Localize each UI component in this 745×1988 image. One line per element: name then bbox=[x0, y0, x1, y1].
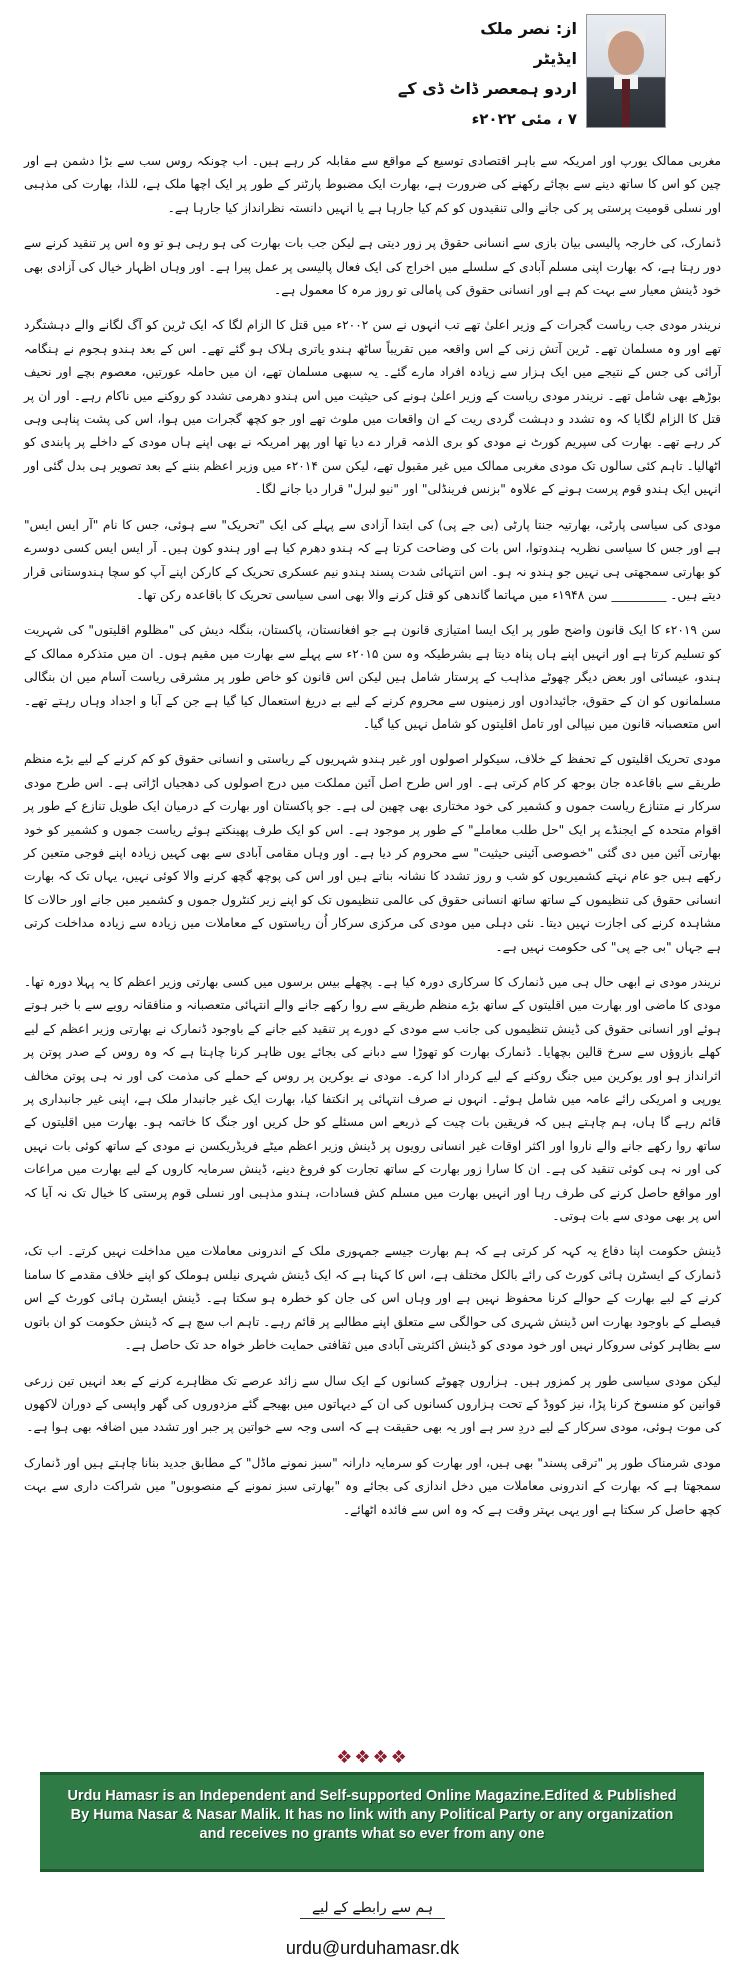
author-name: از: نصر ملک bbox=[480, 19, 577, 38]
divider bbox=[300, 1918, 445, 1919]
article-date: ۷ ، مئی ۲۰۲۲ء bbox=[471, 110, 577, 128]
author-photo bbox=[586, 14, 666, 128]
paragraph: مغربی ممالک یورپ اور امریکہ سے باہر اقتصادی توسیع کے مواقع سے مقابلہ کر رہے ہیں۔ اب چونکہ روس سب سے بڑا دشمن ہے اور چین کو اس کا ساتھ دینے سے بچائے رکھنے کی ضرورت ہے، بھارت ایک مضبوط پارٹنر کے طور پر ایک اچھا ملک ہے، للذا، بھارت کی مذہبی اور نسلی قومیت پرستی پر کی جانے والی تنقیدوں کو کم کیا جارہا ہے یا انہیں دانستہ نظرانداز کیا جارہا ہے۔ bbox=[24, 154, 721, 215]
paragraph: نریندر مودی نے ابھی حال ہی میں ڈنمارک کا سرکاری دورہ کیا ہے۔ پچھلے بیس برسوں میں کسی بھارتی وزیر اعظم کا یہ پہلا دورہ تھا۔ مودی کا ماضی اور بھارت میں اقلیتوں کے ساتھ بڑے منظم طریقے سے روا رکھے جانے والے انتہائی متعصبانہ و منافقانہ رویے سے با خبر ہوتے ہوئے اور انسانی حقوق کی ڈینش تنظیموں کی جانب سے مودی کے دورے پر تنقید کیے جانے کے باوجود ڈنمارک نے بھارتی وزیر اعظم کے لیے کھلے بازوؤں سے سرخ قالین بچھایا۔ ڈنمارک بھارت کو تھوڑا سے دبانے کی بجائے یوں ظاہر کرنا چاہتا ہے کہ وہ روس کے صدر پوتن پر اثرانداز ہو اور یوکرین میں جنگ روکنے کے لیے کردار ادا کرے۔ مودی نے یوکرین پر روس کے حملے کی مذمت کی اور نہ ہی پوتن مخالف یورپی و امریکی رائے عامہ میں شامل ہوئے۔ انہوں نے صرف انتہائی پر انکتفا کیا، بھارت ایک غیر جانبدار ملک ہے، اپنی غیر جانبداری پر قائم رہے گا ہاں، ہم چاہتے ہیں کہ فریقین بات چیت کے ذریعے اس مسئلے کو حل کریں اور جنگ کا خاتمہ ہو۔ بھارت میں اقلیتوں کے ساتھ روا رکھے جانے والے ناروا اور اکثر اوقات غیر انسانی رویوں پر ڈینش وزیر اعظم میٹے فریڈریکسن نے مودی کے ساتھ کوئی بات نہیں کی اور نہ ہی کوئی تنقید کی ہے۔ ان کا سارا زور بھارت کے ساتھ تجارت کو فروغ دینے، ڈینش سرمایہ کاروں کے لیے بھارت میں مراعات اور مواقع حاصل کرنے کی طرف رہا اور انہیں بھارت میں مسلم کش فسادات، ہندو مذہبی اور نسلی قوم پرستی کا خیال تک نہ آیا کہ اس پر بھی مودی سے بات ہوتی۔ bbox=[24, 975, 721, 1224]
paragraph: مودی شرمناک طور پر "ترقی پسند" بھی ہیں، اور بھارت کو سرمایہ دارانہ "سبز نمونے ماڈل" کے مطابق جدید بنانا چاہتے ہیں اور ڈنمارک سمجھتا ہے کہ بھارت کے اندرونی معاملات میں دخل اندازی کی بجائے وہ "بھارتی سبز نمونے کے منصوبوں" میں شراکت داری سے بہت کچھ حاصل کر سکتا ہے اور یہی بہتر وقت ہے کہ وہ اس سے فائدہ اٹھائے۔ bbox=[24, 1455, 721, 1517]
footer-banner bbox=[40, 1772, 704, 1872]
byline bbox=[398, 14, 577, 134]
paragraph: لیکن مودی سیاسی طور پر کمزور ہیں۔ ہزاروں چھوٹے کسانوں کے ایک سال سے زائد عرصے تک مظاہرے کرنے کے بعد انہیں تین زرعی قوانین کو منسوخ کرنا پڑا، نیز کووڈ کے تحت ہزاروں کسانوں کی ان کے دیہاتوں میں بھیجے گئے مزدوروں کی گھر واپسی کے دوران لاکھوں کی موت ہوئی، مودی سرکار کے لیے دردِ سر ہے اور یہ بھی حقیقت ہے کہ اسی وجہ سے خواتین پر جبر اور تشدد میں اضافہ بھی ہوا ہے۔ bbox=[24, 1373, 721, 1435]
diamond-ornament-icon: ❖❖❖❖ bbox=[336, 1747, 409, 1768]
contact-email-link[interactable]: urdu@urduhamasr.dk bbox=[285, 1938, 460, 1958]
paragraph: مودی تحریک اقلیتوں کے تحفظ کے خلاف، سیکولر اصولوں اور غیر ہندو شہریوں کے ریاستی و انسانی حقوق کو کم کرنے کے لیے بڑے منظم طریقے سے باقاعدہ جان بوجھ کر کام کرتی ہے۔ اور اس طرح اصل آئین مملکت میں درج اصولوں کی دھجیاں اڑاتی ہے۔ اس طرح مودی سرکار نے متنازع ریاست جموں و کشمیر کی خود مختاری بھی چھین لی ہے۔ جو پاکستان اور بھارت کے درمیان ایک طویل تنازع کے طور پر اقوام متحدہ کے ایجنڈے پر ایک "حل طلب معاملے" کے طور پر موجود ہے۔ اس کو ایک طرف پھینکتے ہوئے ریاست جموں و کشمیر کو خود بھارتی آئین میں دی گئی "خصوصی آئینی حیثیت" سے محروم کر دیا ہے۔ اور وہاں مقامی آبادی سے بھی کہیں زیادہ اپنے فوجی متعین کر رکھے ہیں جو عام نہتے کشمیریوں کو شب و روز تشدد کا نشانہ بناتے ہیں اور اس کی پوچھ گچھ کرنے والا کوئی نہیں، یہاں تک کہ بھارت انسانی حقوق کی تنظیموں کے ساتھ ساتھ انسانی حقوق کی عالمی تنظیموں تک کو اپنے زیر کنٹرول جموں و کشمیر میں جانے اور حالات کا مشاہدہ کرنے کی اجازت نہیں دیتا۔ نئی دہلی میں مودی کی مرکزی سرکار اُن ریاستوں کے معاملات میں زیادہ سے زیادہ مداخلت کرتی ہے جہاں "بی جے پی" کی حکومت نہیں ہے۔ bbox=[24, 752, 721, 954]
banner-text: Urdu Hamasr is an Independent and Self-supported Online Magazine.Edited & Published By Huma Nasar & Nasar Malik. It has no link with any Political Party or any organization and receives no grants what so ever from any one bbox=[67, 1788, 677, 1842]
paragraph: سن ۲۰۱۹ء کا ایک قانون واضح طور پر ایک ایسا امتیازی قانون ہے جو افغانستان، پاکستان، بنگلہ دیش کی "مظلوم اقلیتوں" کی شہریت کو تسلیم کرتا ہے اور انہیں اپنے ہاں پناہ دیتا ہے بشرطیکہ وہ سن ۲۰۱۵ء سے پہلے سے بھارت میں مقیم ہوں۔ ان میں متذکرہ ممالک کے ہندو، عیسائی اور بعض دیگر چھوٹے مذاہب کے پرستار شامل ہیں لیکن اس قانون کو خاص طور پر مشرقی ریاست آسام میں ان بنگالی مسلمانوں کو ان کے حقوق، جائیدادوں اور زمینوں سے محروم کرنے کے لیے بے دریغ استعمال کیا گیا ہے جن کے آبا و اجداد وہاں رہتے تھے۔ اس متعصبانہ قانون میں نیپالی اور تامل اقلیتوں کو شامل نہیں کیا گیا۔ bbox=[24, 623, 721, 731]
paragraph: مودی کی سیاسی پارٹی، بھارتیہ جنتا پارٹی (بی جے پی) کی ابتدا آزادی سے پہلے کی ایک "تحریک" سے ہوئی، جس کا نام "آر ایس ایس" ہے اور جس کا سیاسی نظریہ ہندوتوا، اس بات کی وضاحت کرتا ہے کہ ہندو دھرم کیا ہے اور ہندو کون ہیں۔ آر ایس ایس کسی دوسرے کو بھارتی سمجھتی ہی نہیں جو ہندو نہ ہو۔ اس انتہائی شدت پسند ہندو نیم عسکری تحریک کے کارکن اپنے آپ کو سچا ہندوستانی قرار دیتے ہیں۔ _________ سن ۱۹۴۸ء میں مہاتما گاندھی کو قتل کرنے والا بھی اسی سیاسی تحریک کا باقاعدہ رکن تھا۔ bbox=[24, 517, 721, 602]
paragraph: ڈنمارک، کی خارجہ پالیسی بیان بازی سے انسانی حقوق پر زور دیتی ہے لیکن جب بات بھارت کی ہو رہی ہو تو وہ اس پر تنقید کرنے سے دور رہتا ہے، کہ بھارت اپنی مسلم آبادی کے سلسلے میں اخراج کی ایک فعال پالیسی پر عمل پیرا ہے۔ اور وہاں اظہار خیال کی آزادی بھی خود ڈینش معیار سے بہت کم ہے اور انسانی حقوق کی پامالی تو روز مرہ کا معمول ہے۔ bbox=[24, 236, 721, 298]
publication-name: اردو ہمعصر ڈاٹ ڈی کے bbox=[397, 79, 577, 98]
article-body bbox=[24, 150, 721, 1534]
paragraph: نریندر مودی جب ریاست گجرات کے وزیر اعلیٰ تھے تب انہوں نے سن ۲۰۰۲ء میں قتل کا الزام لگا کہ ایک ٹرین کو آگ لگانے والے دہشتگرد تھے اور وہ مسلمان تھے۔ ٹرین آتش زنی کے اس واقعہ میں تقریباً ساٹھ ہندو یاتری ہلاک ہو گئے تھے۔ اس کے بعد ہندو ہجوم نے ہنگامہ آرائی کی جس کے نتیجے میں ایک ہزار سے زیادہ افراد مارے گئے۔ یہ سبھی مسلمان تھے، ان میں حاملہ عورتیں، معصوم بچے اور نحیف بوڑھے بھی شامل تھے۔ نریندر مودی ریاست کے وزیر اعلیٰ ہونے کی حیثیت میں اس ہندو دھرمی تشدد کو روکنے میں ناکام رہے۔ اور ان پر قتل کا الزام لگایا کہ وہ تشدد و دہشت گردی ریت کے ان واقعات میں ملوث تھے اور جو کچھ گجرات میں ہوا، اس کی پشت پناہی وہی کر رہے تھے۔ بھارت کی سپریم کورٹ نے مودی کو بری الذمہ قرار دے دیا تھا اور پھر امریکہ نے بھی اپنے ہاں مودی کے داخلے پر پابندی کو اٹھالیا۔ تاہم کئی سالوں تک مودی مغربی ممالک میں غیر مقبول تھے، لیکن سن ۲۰۱۴ء میں وزیر اعظم بننے کے بعد تصویر ہی بدل گئی اور انہیں ایک ہندو قوم پرست ہونے کے علاوہ "بزنس فرینڈلی" اور "نیو لبرل" قرار دیا جانے لگا۔ bbox=[24, 318, 721, 497]
contact-label: ہم سے رابطے کے لیے bbox=[311, 1900, 434, 1916]
paragraph: ڈینش حکومت اپنا دفاع یہ کہہ کر کرتی ہے کہ ہم بھارت جیسے جمہوری ملک کے اندرونی معاملات میں مداخلت نہیں کرتے۔ اب تک، ڈنمارک کے ایسٹرن ہائی کورٹ کی رائے بالکل مختلف ہے، اس کا کہنا ہے کہ ایک ڈینش شہری نیلس ہوملک کو اپنے خلاف مقدمے کا سامنا کرنے کے لیے بھارت کے حوالے کرنا محفوظ نہیں ہے اور وہاں اس کی جان کو خطرہ ہو سکتا ہے۔ ڈینش ایسٹرن ہائی کورٹ کے اس فیصلے کے باوجود بھارت اس ڈینش شہری کی حوالگی سے متعلق اپنے مطالبے پر قائم رہے۔ تاہم اب سچ ہے کہ ڈینش حکومت کو ان باتوں سے بظاہر کوئی سروکار نہیں اور خود مودی کو ڈینش اکثریتی آبادی میں ثقافتی حمایت خاطر خواہ حد تک حاصل ہے۔ bbox=[24, 1244, 721, 1353]
author-role: ایڈیٹر bbox=[533, 49, 577, 68]
